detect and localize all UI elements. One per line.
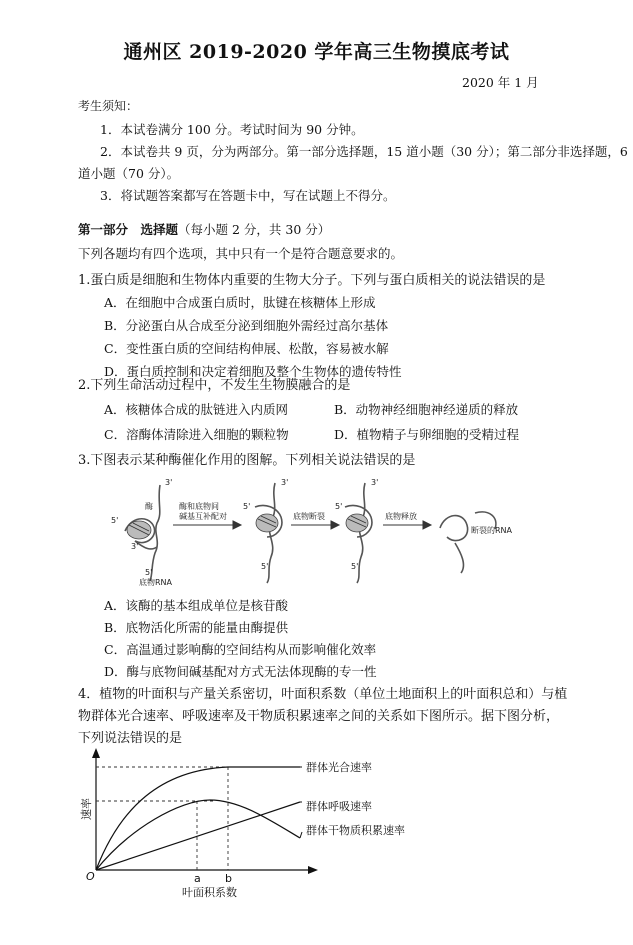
- fig3-end-5-f: 5': [351, 562, 359, 571]
- series-photosynthesis-label: 群体光合速率: [306, 761, 372, 774]
- origin-label: O: [86, 870, 95, 883]
- fig3-end-5-b: 5': [145, 568, 153, 577]
- fig3-end-3-a: 3': [165, 478, 173, 487]
- enzyme-catalysis-figure: [95, 473, 545, 588]
- y-axis-label: 速率: [80, 798, 93, 820]
- q4-stem-line-1: 4．植物的叶面积与产量关系密切，叶面积系数（单位土地面积上的叶面积总和）与植: [78, 687, 568, 702]
- q4-stem-line-3: 下列说法错误的是: [78, 731, 183, 746]
- series-respiration-line: [96, 802, 300, 870]
- series-photosynthesis-line: [96, 767, 300, 870]
- x-tick-a: a: [194, 872, 201, 885]
- x-tick-b: b: [225, 872, 232, 885]
- q2-option-b: B．动物神经细胞神经递质的释放: [334, 402, 519, 417]
- q1-stem: 1.蛋白质是细胞和生物体内重要的生物大分子。下列与蛋白质相关的说法错误的是: [78, 273, 546, 288]
- fig3-end-3-b: 3': [131, 542, 139, 551]
- q1-option-a: A．在细胞中合成蛋白质时，肽键在核糖体上形成: [104, 295, 376, 310]
- fig3-enzyme-label: 酶: [145, 502, 153, 511]
- notice-item-1: 1．本试卷满分 100 分。考试时间为 90 分钟。: [100, 122, 364, 137]
- fig3-end-3-c: 3': [281, 478, 289, 487]
- q2-option-c: C．溶酶体清除进入细胞的颗粒物: [104, 427, 289, 442]
- fig3-arrow1-line1: 酶和底物间: [179, 502, 219, 511]
- q1-option-c: C．变性蛋白质的空间结构伸展、松散，容易被水解: [104, 341, 389, 356]
- fig3-end-5-e: 5': [335, 502, 343, 511]
- notice-heading: 考生须知：: [78, 99, 139, 113]
- x-axis-label: 叶面积系数: [182, 886, 237, 899]
- q2-option-a: A．核糖体合成的肽链进入内质网: [104, 402, 289, 417]
- exam-date: 2020 年 1 月: [462, 75, 539, 90]
- fig3-end-5-d: 5': [261, 562, 269, 571]
- q3-option-c: C．高温通过影响酶的空间结构从而影响催化效率: [104, 642, 377, 657]
- series-accumulation-label: 群体干物质积累速率: [306, 824, 405, 837]
- q2-stem: 2.下列生命活动过程中，不发生生物膜融合的是: [78, 378, 351, 393]
- fig3-arrow2-label: 底物断裂: [293, 512, 325, 521]
- leader-accumulation: [300, 832, 302, 838]
- fig3-arrow3-label: 底物释放: [385, 512, 417, 521]
- notice-item-2-cont: 道小题（70 分）。: [78, 166, 180, 181]
- page-title: 通州区 2019-2020 学年高三生物摸底考试: [123, 41, 510, 63]
- q3-stem: 3.下图表示某种酶催化作用的图解。下列相关说法错误的是: [78, 453, 416, 468]
- part1-heading-rest: （每小题 2 分，共 30 分）: [178, 222, 331, 237]
- q3-option-d: D．酶与底物间碱基配对方式无法体现酶的专一性: [104, 664, 377, 679]
- part1-heading-bold: 第一部分 选择题: [78, 222, 179, 237]
- series-respiration-label: 群体呼吸速率: [306, 800, 372, 813]
- notice-item-2: 2．本试卷共 9 页，分为两部分。第一部分选择题，15 道小题（30 分）；第二部分非选择题，6: [100, 144, 628, 159]
- q2-option-d: D．植物精子与卵细胞的受精过程: [334, 427, 520, 442]
- q3-option-b: B．底物活化所需的能量由酶提供: [104, 620, 289, 635]
- fig3-broken-label: 断裂的RNA: [471, 526, 513, 535]
- q1-option-d: D．蛋白质控制和决定着细胞及整个生物体的遗传特性: [104, 364, 402, 379]
- q3-option-a: A．该酶的基本组成单位是核苷酸: [104, 598, 289, 613]
- q1-option-b: B．分泌蛋白从合成至分泌到细胞外需经过高尔基体: [104, 318, 389, 333]
- part1-heading: [78, 222, 330, 239]
- fig3-end-5-c: 5': [243, 502, 251, 511]
- x-axis-arrow: [308, 866, 318, 874]
- q4-stem-line-2: 物群体光合速率、呼吸速率及干物质积累速率之间的关系如下图所示。据下图分析，: [78, 709, 560, 724]
- fig3-end-3-d: 3': [371, 478, 379, 487]
- part1-instruction: 下列各题均有四个选项，其中只有一个是符合题意要求的。: [78, 246, 404, 261]
- fig3-substrate-label: 底物RNA: [139, 578, 173, 587]
- y-axis-arrow: [92, 748, 100, 758]
- notice-item-3: 3．将试题答案都写在答题卡中，写在试题上不得分。: [100, 188, 396, 203]
- leaf-area-chart: [70, 748, 450, 900]
- fig3-arrow1-line2: 碱基互补配对: [179, 512, 227, 521]
- fig3-end-5-a: 5': [111, 516, 119, 525]
